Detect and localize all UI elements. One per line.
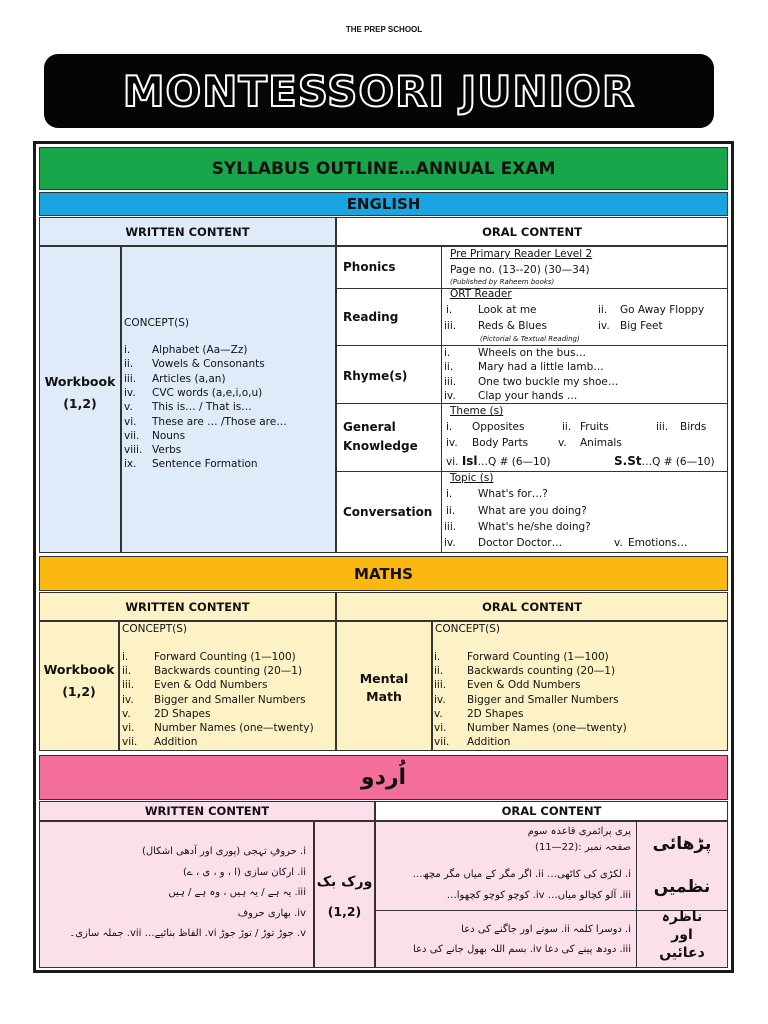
gk-isl-num: vi. xyxy=(446,456,459,468)
maths-heading-text: MATHS xyxy=(354,564,413,583)
list-item: 2D Shapes xyxy=(467,707,524,720)
reading-item-num: ii. xyxy=(598,304,608,316)
list-item-num: v. xyxy=(122,707,131,720)
list-item-num: vii. xyxy=(122,736,138,749)
list-item-num: ii. xyxy=(122,665,132,678)
conversation-item-num: ii. xyxy=(446,505,456,517)
list-item: Bigger and Smaller Numbers xyxy=(154,693,306,706)
maths-workbook-label: Workbook xyxy=(43,662,115,677)
list-item: Verbs xyxy=(152,444,182,457)
list-item-num: i. xyxy=(122,651,129,663)
urdu-poems-line2: iii. آلو کچالو میاں… iv. کوچو کوچو کچھوا… xyxy=(446,890,631,901)
list-item: Even & Odd Numbers xyxy=(467,679,581,692)
list-item: One two buckle my shoe… xyxy=(478,375,619,388)
maths-written-header-text: WRITTEN CONTENT xyxy=(125,599,250,614)
list-item-num: iv. xyxy=(434,693,446,706)
list-item: Articles (a,an) xyxy=(152,372,226,385)
gk-isl-bold: Isl xyxy=(461,454,478,468)
reading-item: Big Feet xyxy=(620,320,663,332)
urdu-written-header-text: WRITTEN CONTENT xyxy=(144,804,270,818)
gk-isl xyxy=(446,454,551,468)
maths-oral-header xyxy=(336,592,728,621)
list-item-num: vi. xyxy=(124,415,137,428)
conversation-item: Doctor Doctor… xyxy=(478,537,563,549)
list-item: Number Names (one—twenty) xyxy=(467,722,627,734)
phonics-pages: Page no. (13--20) (30—34) xyxy=(450,264,590,276)
conversation-item: What's for…? xyxy=(478,488,548,500)
list-item: These are … /Those are… xyxy=(152,415,287,428)
maths-written-header xyxy=(39,592,336,621)
phonics-reader: Pre Primary Reader Level 2 xyxy=(450,248,593,260)
gk-item: Body Parts xyxy=(472,437,529,449)
mental-math-line1: Mental xyxy=(359,671,409,686)
conversation-item-num: v. xyxy=(614,537,623,549)
list-item-num: i. xyxy=(434,651,441,663)
conversation-item: What's he/she doing? xyxy=(478,521,591,533)
list-item: Forward Counting (1—100) xyxy=(154,651,296,663)
list-item-num: i. xyxy=(444,347,451,359)
gk-title: Theme (s) xyxy=(450,405,504,417)
gk-item-num: i. xyxy=(446,421,453,433)
conversation-label: Conversation xyxy=(343,505,433,519)
gk-label-line2: Knowledge xyxy=(343,439,418,453)
gk-item: Fruits xyxy=(580,421,609,433)
list-item-num: iv. xyxy=(122,693,134,706)
conversation-item: Emotions… xyxy=(628,537,688,549)
phonics-label: Phonics xyxy=(343,260,396,274)
list-item-num: i. xyxy=(124,344,131,356)
urdu-reading-label: پڑھائی xyxy=(652,834,712,854)
maths-workbook-pages: (1,2) xyxy=(62,684,96,699)
list-item: Alphabet (Aa—Zz) xyxy=(152,344,248,356)
english-oral-header-text: ORAL CONTENT xyxy=(482,224,582,239)
reading-item-num: iii. xyxy=(444,320,457,332)
urdu-written-item: ii. ارکان سازی (ا ، و ، ی ، ے) xyxy=(183,866,306,878)
list-item: Mary had a little lamb… xyxy=(478,361,604,374)
list-item-num: ii. xyxy=(124,358,134,371)
urdu-written-item: i. حروفِ تہجی (پوری اور آدھی اشکال) xyxy=(141,846,306,857)
maths-oral-header-text: ORAL CONTENT xyxy=(482,599,582,614)
maths-oral-concepts-title: CONCEPT(S) xyxy=(435,623,501,635)
urdu-oral-header-text: ORAL CONTENT xyxy=(501,804,602,818)
urdu-poems-label: نظمیں xyxy=(653,877,711,897)
list-item: Vowels & Consonants xyxy=(152,358,265,371)
list-item-num: iv. xyxy=(124,386,136,399)
urdu-nazira-label-1: ناظرہ xyxy=(661,909,703,925)
list-item: Even & Odd Numbers xyxy=(154,679,268,692)
reading-title: ORT Reader xyxy=(450,288,512,300)
list-item: Addition xyxy=(467,736,511,749)
list-item: Bigger and Smaller Numbers xyxy=(467,693,619,706)
conversation-item-num: iv. xyxy=(444,537,456,549)
list-item-num: vii. xyxy=(124,429,140,442)
gk-item-num: v. xyxy=(558,437,567,449)
english-concepts-cell xyxy=(121,246,336,553)
banner-title: MONTESSORI JUNIOR xyxy=(122,66,636,116)
urdu-reading-line1: پری پرائمری قاعدہ سوم xyxy=(527,826,631,837)
gk-item: Opposites xyxy=(472,421,525,433)
urdu-written-item: iii. یہ ہے / یہ ہیں ، وہ ہے / ہیں xyxy=(168,887,306,898)
urdu-poems-line1: i. لکڑی کی کاٹھی… ii. اگر مگر کے میاں مگر مچھ… xyxy=(412,869,631,880)
urdu-heading xyxy=(39,755,728,800)
gk-item-num: iii. xyxy=(656,421,669,433)
list-item-num: ii. xyxy=(444,361,454,374)
urdu-nazira-line2: iii. دودھ پینے کی دعا iv. بسم اللہ بھول جانے کی دعا xyxy=(413,944,631,955)
list-item-num: iv. xyxy=(444,389,456,402)
gk-item-num: ii. xyxy=(562,421,572,433)
list-item-num: iii. xyxy=(434,679,447,692)
reading-item-num: i. xyxy=(446,304,453,316)
gk-item: Animals xyxy=(580,437,622,449)
list-item-num: ix. xyxy=(124,458,137,471)
reading-item-num: iv. xyxy=(598,320,610,332)
urdu-written-header xyxy=(39,801,375,821)
english-workbook-pages: (1,2) xyxy=(63,396,97,411)
phonics-publisher: (Published by Raheem books) xyxy=(450,278,555,286)
list-item-num: ii. xyxy=(434,665,444,678)
syllabus-frame xyxy=(33,141,734,973)
conversation-title: Topic (s) xyxy=(450,472,494,484)
maths-heading xyxy=(39,556,728,591)
list-item: Nouns xyxy=(152,429,186,442)
gk-item: Birds xyxy=(680,421,707,433)
gk-label-line1: General xyxy=(343,420,396,434)
english-oral-header xyxy=(336,217,728,246)
conversation-item-num: iii. xyxy=(444,521,457,533)
urdu-nazira-label-2: اور xyxy=(671,927,693,943)
urdu-workbook-pages: (1,2) xyxy=(327,904,362,919)
list-item: CVC words (a,e,i,o,u) xyxy=(152,386,263,399)
mental-math-line2: Math xyxy=(366,689,402,704)
gk-sst-bold: S.St xyxy=(614,454,642,468)
conversation-item: What are you doing? xyxy=(478,505,587,517)
urdu-workbook-cell xyxy=(314,821,375,968)
urdu-oral-header xyxy=(375,801,728,821)
maths-written-concepts-title: CONCEPT(S) xyxy=(122,623,188,635)
rhymes-label: Rhyme(s) xyxy=(343,369,408,383)
syllabus-title-text: SYLLABUS OUTLINE…ANNUAL EXAM xyxy=(211,158,556,179)
reading-label: Reading xyxy=(343,310,399,324)
english-heading xyxy=(39,192,728,216)
list-item-num: vii. xyxy=(434,736,450,749)
gk-sst xyxy=(614,454,715,468)
english-written-header-text: WRITTEN CONTENT xyxy=(125,224,250,239)
urdu-reading-line2: صفحہ نمبر :(22—11) xyxy=(535,842,631,853)
school-name: THE PREP SCHOOL xyxy=(345,25,423,34)
list-item-num: iii. xyxy=(122,679,135,692)
conversation-item-num: i. xyxy=(446,488,453,500)
urdu-written-item: v. جوڑ توڑ / توڑ جوڑ vi. الفاظ بنائیے… vii. جملہ سازی۔ xyxy=(69,928,306,939)
list-item-num: iii. xyxy=(444,375,457,388)
list-item: Clap your hands … xyxy=(478,389,578,402)
list-item: Addition xyxy=(154,736,198,749)
reading-item: Go Away Floppy xyxy=(620,304,705,316)
list-item: 2D Shapes xyxy=(154,707,211,720)
mental-math-cell xyxy=(336,621,432,751)
urdu-nazira-line1: i. دوسرا کلمہ ii. سونے اور جاگنے کی دعا xyxy=(461,924,631,935)
list-item-num: vi. xyxy=(434,722,447,734)
english-concepts-title: CONCEPT(S) xyxy=(124,317,190,329)
list-item-num: vi. xyxy=(122,722,135,734)
urdu-workbook-label: ورک بک xyxy=(316,874,373,890)
list-item: Sentence Formation xyxy=(152,458,258,471)
reading-note: (Pictorial & Textual Reading) xyxy=(480,335,580,343)
english-written-header xyxy=(39,217,336,246)
urdu-written-item: iv. بھاری حروف xyxy=(237,907,306,919)
gk-item-num: iv. xyxy=(446,437,458,449)
list-item: Backwards counting (20—1) xyxy=(154,665,303,678)
urdu-nazira-label-3: دعائیں xyxy=(659,945,705,961)
list-item: Backwards counting (20—1) xyxy=(467,665,616,678)
list-item-num: v. xyxy=(124,401,133,414)
list-item: Wheels on the bus… xyxy=(478,347,586,359)
list-item: This is… / That is… xyxy=(152,401,252,414)
reading-item: Reds & Blues xyxy=(478,320,547,332)
banner xyxy=(44,54,714,128)
list-item-num: iii. xyxy=(124,372,137,385)
syllabus-title xyxy=(39,147,728,190)
list-item: Forward Counting (1—100) xyxy=(467,651,609,663)
urdu-heading-text: اُردو xyxy=(360,765,407,790)
gk-sst-rest: …Q # (6—10) xyxy=(641,456,715,468)
reading-item: Look at me xyxy=(478,304,537,316)
english-heading-text: ENGLISH xyxy=(346,195,421,213)
list-item-num: viii. xyxy=(124,444,143,457)
list-item-num: v. xyxy=(434,707,443,720)
gk-isl-rest: …Q # (6—10) xyxy=(477,456,551,468)
list-item: Number Names (one—twenty) xyxy=(154,722,314,734)
english-workbook-label: Workbook xyxy=(44,374,116,389)
